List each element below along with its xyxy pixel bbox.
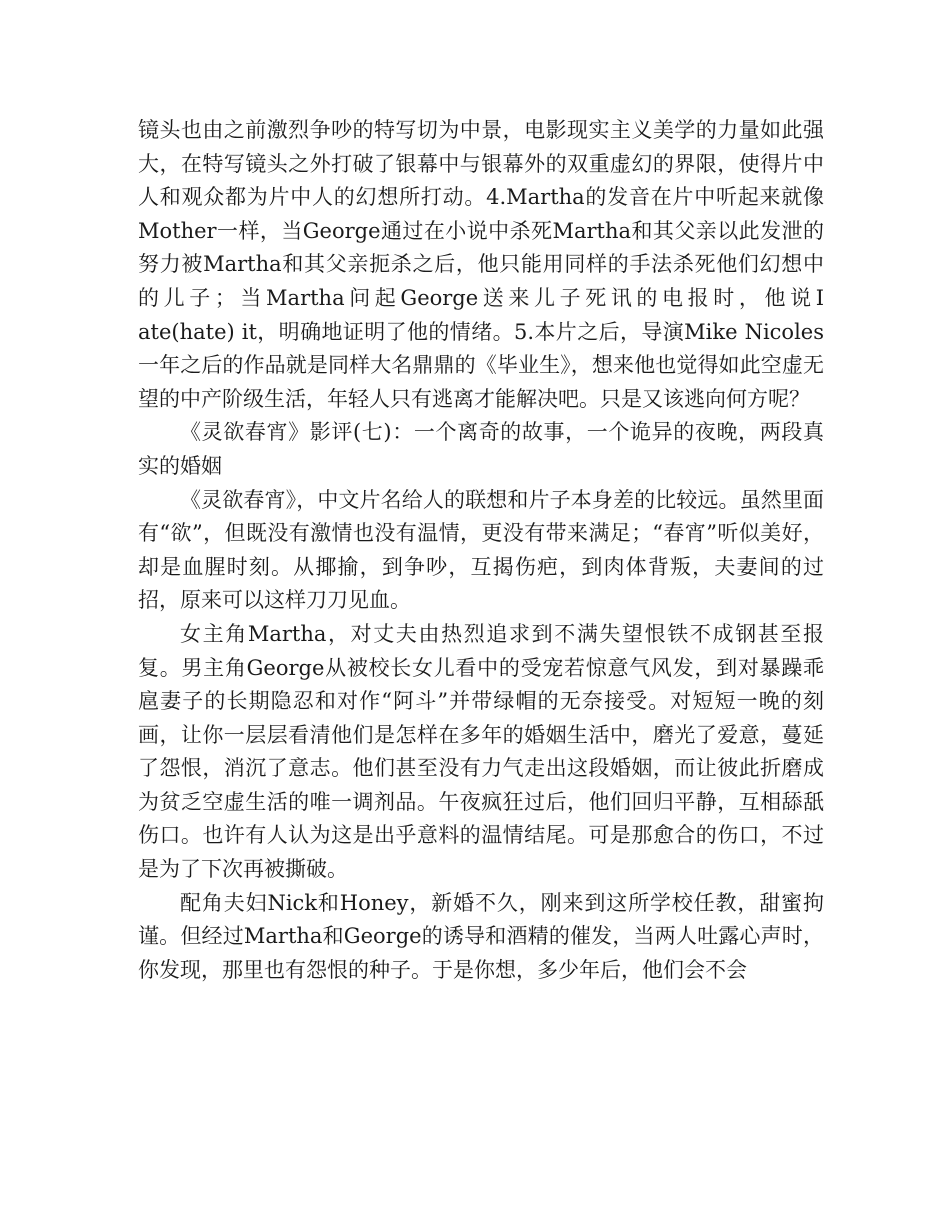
paragraph-title-discussion: 《灵欲春宵》，中文片名给人的联想和片子本身差的比较远。虽然里面有“欲”，但既没有激情也没有温情，更没有带来满足；“春宵”听似美好，却是血腥时刻。从揶揄，到争吵，互揭伤疤，到肉体背叛，夫妻间的过招，原来可以这样刀刀见血。	[138, 487, 824, 613]
article-body	[138, 114, 824, 987]
paragraph-lead-couple: 女主角Martha，对丈夫由热烈追求到不满失望恨铁不成钢甚至报复。男主角George从被校长女儿看中的受宠若惊意气风发，到对暴躁乖扈妻子的长期隐忍和对作“阿斗”并带绿帽的无奈接受。对短短一晚的刻画，让你一层层看清他们是怎样在多年的婚姻生活中，磨光了爱意，蔓延了怨恨，消沉了意志。他们甚至没有力气走出这段婚姻，而让彼此折磨成为贫乏空虚生活的唯一调剂品。午夜疯狂过后，他们回归平静，互相舔舐伤口。也许有人认为这是出乎意料的温情结尾。可是那愈合的伤口，不过是为了下次再被撕破。	[138, 621, 824, 882]
paragraph-supporting-couple: 配角夫妇Nick和Honey，新婚不久，刚来到这所学校任教，甜蜜拘谨。但经过Martha和George的诱导和酒精的催发，当两人吐露心声时，你发现，那里也有怨恨的种子。于是你想，多少年后，他们会不会	[138, 890, 824, 982]
review-heading: 《灵欲春宵》影评(七)：一个离奇的故事，一个诡异的夜晚，两段真实的婚姻	[138, 420, 824, 478]
paragraph-continuation: 镜头也由之前激烈争吵的特写切为中景，电影现实主义美学的力量如此强大，在特写镜头之外打破了银幕中与银幕外的双重虚幻的界限，使得片中人和观众都为片中人的幻想所打动。4.Martha的发音在片中听起来就像Mother一样，当George通过在小说中杀死Martha和其父亲以此发泄的努力被Martha和其父亲扼杀之后，他只能用同样的手法杀死他们幻想中的儿子；当Martha问起George送来儿子死讯的电报时，他说I ate(hate) it，明确地证明了他的情绪。5.本片之后，导演Mike Nicoles一年之后的作品就是同样大名鼎鼎的《毕业生》，想来他也觉得如此空虚无望的中产阶级生活，年轻人只有逃离才能解决吧。只是又该逃向何方呢？	[138, 118, 824, 411]
